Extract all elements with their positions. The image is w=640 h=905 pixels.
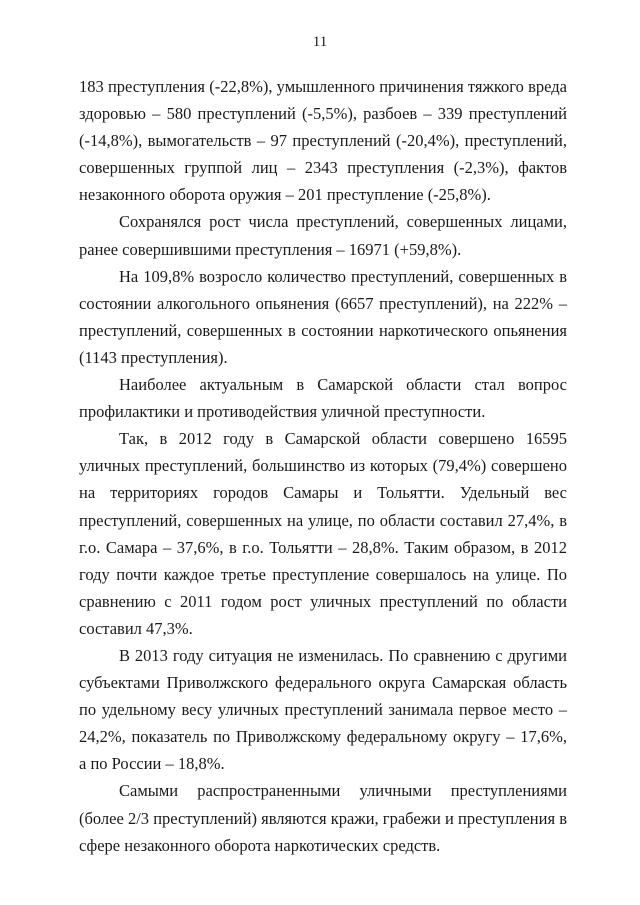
paragraph-repeat-offenders: Сохранялся рост числа преступлений, совершенных лицами, ранее совершившими преступления – 16971 (+59,8%). [79,212,567,259]
page-number: 11 [312,34,328,50]
document-body [79,73,567,859]
paragraph-common-street-crimes: Самыми распространенными уличными преступлениями (более 2/3 преступлений) являются кражи, грабежи и преступления в сфере незаконного оборота наркотических средств. [79,781,567,855]
paragraph-street-crime-2013: В 2013 году ситуация не изменилась. По сравнению с другими субъектами Приволжского федерального округа Самарская область по удельному весу уличных преступлений занимала первое место – 24,2%, показатель по Приволжскому федеральному округу – 17,6%, а по России – 18,8%. [79,645,567,774]
paragraph-crime-stats-continued: 183 преступления (-22,8%), умышленного причинения тяжкого вреда здоровью – 580 преступлений (-5,5%), разбоев – 339 преступлений (-14,8%), вымогательств – 97 преступлений (-20,4%), преступлений, совершенных группой лиц – 2343 преступления (-2,3%), фактов незаконного оборота оружия – 201 преступление (-25,8%). [79,77,567,205]
paragraph-intoxication: На 109,8% возросло количество преступлений, совершенных в состоянии алкогольного опьянения (6657 преступлений), на 222% – преступлений, совершенных в состоянии наркотического опьянения (1143 преступления). [79,266,567,367]
paragraph-street-crime-2012: Так, в 2012 году в Самарской области совершено 16595 уличных преступлений, большинство из которых (79,4%) совершено на территориях городов Самары и Тольятти. Удельный вес преступлений, совершенных на улице, по области составил 27,4%, в г.о. Самара – 37,6%, в г.о. Тольятти – 28,8%. Таким образом, в 2012 году почти каждое третье преступление совершалось на улице. По сравнению с 2011 годом рост уличных преступлений по области составил 47,3%. [79,429,567,638]
paragraph-street-crime-issue: Наиболее актуальным в Самарской области стал вопрос профилактики и противодействия уличной преступности. [79,375,567,422]
